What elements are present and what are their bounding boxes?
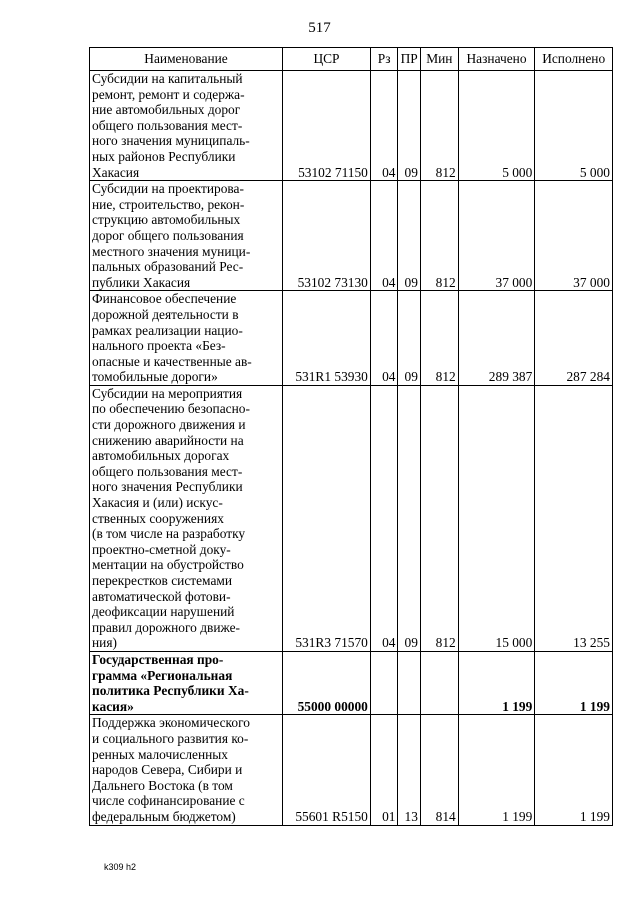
- row-name-line: рамках реализации нацио-: [92, 322, 243, 338]
- table-header-row: [90, 48, 613, 71]
- row-name: [90, 385, 283, 651]
- row-name-line: автомобильных дорогах: [92, 448, 230, 464]
- row-name-line: ментации на обустройство: [92, 557, 244, 573]
- row-min: 812: [420, 291, 458, 386]
- row-csr: 53102 71150: [283, 71, 371, 181]
- row-pr: 09: [398, 71, 420, 181]
- row-name-line: числе софинансирование с: [92, 793, 245, 809]
- row-name-line: политика Республики Ха-: [92, 683, 249, 699]
- row-name-line: Дальнего Востока (в том: [92, 777, 233, 793]
- row-executed: 1 199: [535, 715, 613, 825]
- row-csr: 55000 00000: [283, 651, 371, 714]
- row-min: 812: [420, 181, 458, 291]
- header-rz: Рз: [370, 48, 398, 71]
- row-name-line: Хакасия и (или) искус-: [92, 495, 223, 511]
- row-name-line: ренных малочисленных: [92, 746, 228, 762]
- row-executed: 5 000: [535, 71, 613, 181]
- row-name-line: ния): [92, 635, 117, 651]
- row-min: 812: [420, 71, 458, 181]
- row-min: 814: [420, 715, 458, 825]
- row-name: [90, 71, 283, 181]
- row-name-line: Поддержка экономического: [92, 715, 250, 731]
- row-name-line: ного значения муниципаль-: [92, 133, 250, 149]
- row-name-line: опасные и качественные ав-: [92, 353, 252, 369]
- table-row: [90, 181, 613, 291]
- row-name-line: народов Севера, Сибири и: [92, 762, 243, 778]
- header-name: Наименование: [90, 48, 283, 71]
- row-name-line: перекрестков системами: [92, 573, 233, 588]
- table-row: [90, 291, 613, 386]
- row-min: [420, 651, 458, 714]
- row-name-line: и социального развития ко-: [92, 730, 249, 746]
- row-name: [90, 715, 283, 825]
- row-name-line: касия»: [92, 698, 134, 714]
- row-assigned: 15 000: [458, 385, 535, 651]
- table-body: [90, 71, 613, 826]
- row-executed: 287 284: [535, 291, 613, 386]
- table-row: [90, 715, 613, 825]
- row-name-line: местного значения муници-: [92, 243, 251, 259]
- row-name-line: пальных образований Рес-: [92, 259, 244, 275]
- row-name: [90, 291, 283, 386]
- row-rz: [370, 651, 398, 714]
- row-name-line: проектно-сметной доку-: [92, 541, 231, 557]
- row-name-line: автоматической фотови-: [92, 588, 231, 604]
- row-name-line: федеральным бюджетом): [92, 808, 236, 824]
- header-assigned: Назначено: [458, 48, 535, 71]
- row-csr: 531R3 71570: [283, 385, 371, 651]
- row-name-line: снижению аварийности на: [92, 432, 244, 448]
- row-csr: 53102 73130: [283, 181, 371, 291]
- header-csr: ЦСР: [283, 48, 371, 71]
- row-name-line: грамма «Региональная: [92, 667, 233, 683]
- row-rz: 04: [370, 385, 398, 651]
- row-name-line: ремонт, ремонт и содержа-: [92, 86, 245, 102]
- header-min: Мин: [420, 48, 458, 71]
- page-number: 517: [308, 20, 331, 36]
- row-name-line: ственных сооружениях: [92, 510, 224, 526]
- row-pr: 09: [398, 181, 420, 291]
- row-assigned: 37 000: [458, 181, 535, 291]
- row-executed: 37 000: [535, 181, 613, 291]
- header-executed: Исполнено: [535, 48, 613, 71]
- row-csr: 531R1 53930: [283, 291, 371, 386]
- row-name-line: ных районов Республики: [92, 148, 236, 164]
- row-name-line: общего пользования мест-: [92, 463, 243, 479]
- row-assigned: 1 199: [458, 715, 535, 825]
- row-name-line: дорожной деятельности в: [92, 306, 239, 322]
- row-name-line: Финансовое обеспечение: [92, 291, 237, 307]
- table-row: [90, 651, 613, 714]
- row-name-line: (в том числе на разработку: [92, 526, 246, 542]
- row-name: [90, 181, 283, 291]
- row-name-line: общего пользования мест-: [92, 117, 243, 133]
- row-name-line: деофиксации нарушений: [92, 604, 235, 620]
- row-assigned: 5 000: [458, 71, 535, 181]
- row-name-line: ние автомобильных дорог: [92, 102, 241, 118]
- row-pr: 13: [398, 715, 420, 825]
- row-csr: 55601 R5150: [283, 715, 371, 825]
- row-name-line: Субсидии на капитальный: [92, 71, 243, 86]
- row-pr: 09: [398, 291, 420, 386]
- row-assigned: 289 387: [458, 291, 535, 386]
- row-name-line: по обеспечению безопасно-: [92, 401, 250, 417]
- header-pr: ПР: [398, 48, 420, 71]
- table-row: [90, 385, 613, 651]
- row-rz: 04: [370, 181, 398, 291]
- row-rz: 04: [370, 291, 398, 386]
- table-row: [90, 71, 613, 181]
- row-name-line: Хакасия: [92, 164, 140, 180]
- row-name-line: сти дорожного движения и: [92, 417, 246, 433]
- row-name-line: публики Хакасия: [92, 274, 191, 290]
- row-name-line: Субсидии на мероприятия: [92, 385, 243, 401]
- row-name-line: Субсидии на проектирова-: [92, 181, 244, 197]
- row-pr: 09: [398, 385, 420, 651]
- row-rz: 01: [370, 715, 398, 825]
- row-name-line: правил дорожного движе-: [92, 619, 240, 635]
- row-name-line: Государственная про-: [92, 651, 224, 667]
- row-name-line: ние, строительство, рекон-: [92, 196, 245, 212]
- row-executed: 1 199: [535, 651, 613, 714]
- budget-table: [89, 47, 613, 826]
- row-name-line: томобильные дороги»: [92, 369, 218, 385]
- footer-code: k309 h2: [104, 862, 137, 872]
- row-name-line: струкцию автомобильных: [92, 212, 241, 228]
- row-rz: 04: [370, 71, 398, 181]
- row-name-line: дорог общего пользования: [92, 227, 244, 243]
- row-name: [90, 651, 283, 714]
- row-executed: 13 255: [535, 385, 613, 651]
- row-min: 812: [420, 385, 458, 651]
- row-name-line: нального проекта «Без-: [92, 338, 226, 354]
- row-assigned: 1 199: [458, 651, 535, 714]
- row-pr: [398, 651, 420, 714]
- row-name-line: ного значения Республики: [92, 479, 243, 495]
